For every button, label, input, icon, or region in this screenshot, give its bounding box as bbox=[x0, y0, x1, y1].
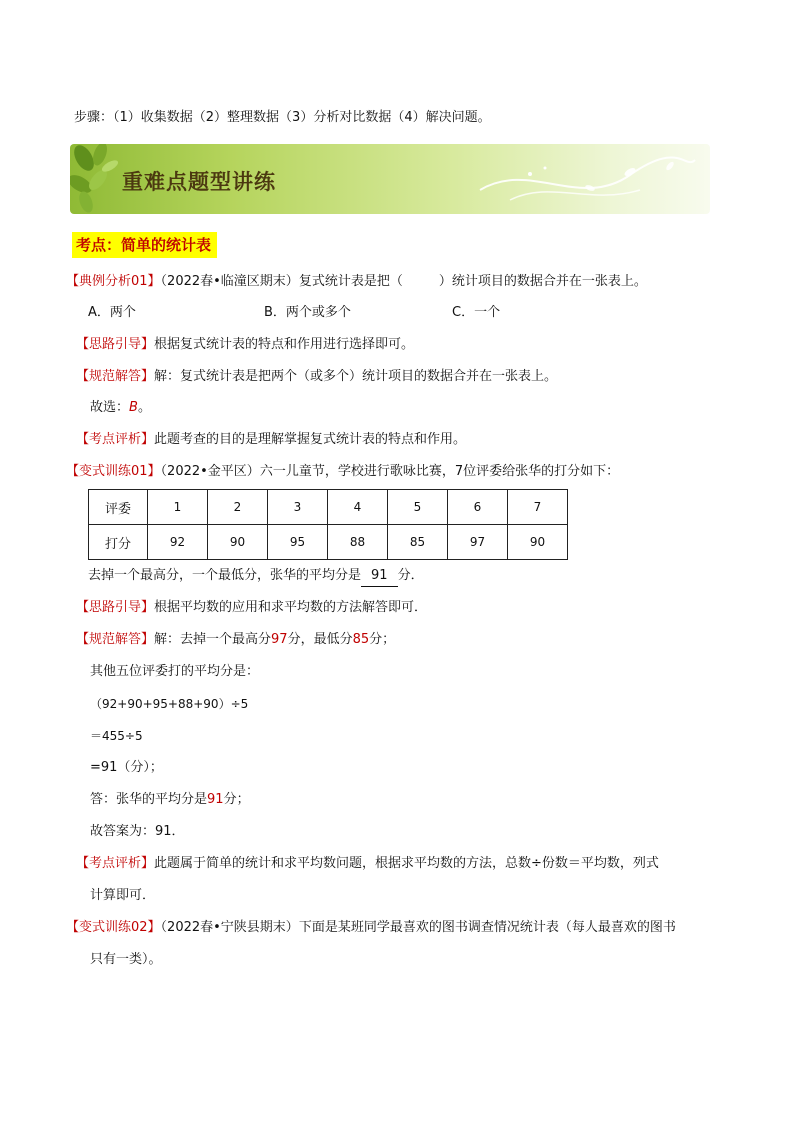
review-text-1: 此题属于简单的统计和求平均数问题，根据求平均数的方法，总数÷份数＝平均数，列式 bbox=[154, 856, 659, 871]
table-cell: 90 bbox=[208, 525, 268, 560]
example-3-stem bbox=[66, 918, 676, 938]
table-cell: 4 bbox=[328, 490, 388, 525]
example-1-choice bbox=[90, 398, 151, 418]
example-2-tag: 【变式训练01】 bbox=[66, 464, 161, 479]
review-tag: 【考点评析】 bbox=[76, 856, 155, 871]
solution-line-5-value: 91 bbox=[207, 792, 224, 807]
example-2-hint bbox=[76, 598, 427, 618]
solution-line-6: 故答案为：91． bbox=[90, 824, 185, 839]
banner-title: 重难点题型讲练 bbox=[122, 170, 276, 194]
choice-prefix: 故选： bbox=[90, 400, 130, 415]
table-cell: 90 bbox=[508, 525, 568, 560]
solution-line-2: （92+90+95+88+90）÷5 bbox=[90, 697, 249, 711]
section-label: 考点：简单的统计表 bbox=[72, 232, 217, 258]
table-cell: 2 bbox=[208, 490, 268, 525]
solution-line-1: 其他五位评委打的平均分是： bbox=[90, 664, 260, 679]
example-2-answer bbox=[76, 630, 395, 650]
table-row bbox=[89, 490, 568, 525]
answer-text: 解：复式统计表是把两个（或多个）统计项目的数据合并在一张表上。 bbox=[154, 369, 558, 384]
hint-tag: 【思路引导】 bbox=[76, 337, 155, 352]
example-1-answer bbox=[76, 367, 557, 387]
choice-suffix: 。 bbox=[137, 400, 151, 415]
example-2-review bbox=[76, 854, 659, 874]
answer-text-a: 解：去掉一个最高分 bbox=[154, 632, 272, 647]
example-2-source: （2022•金平区） bbox=[160, 464, 260, 479]
answer-max: 97 bbox=[271, 632, 288, 647]
question-suffix: 分． bbox=[397, 568, 424, 583]
table-cell: 88 bbox=[328, 525, 388, 560]
table-cell: 85 bbox=[388, 525, 448, 560]
table-cell: 92 bbox=[148, 525, 208, 560]
table-cell: 97 bbox=[448, 525, 508, 560]
answer-text-c: 分； bbox=[369, 632, 396, 647]
example-1-source: （2022春•临潼区期末） bbox=[160, 274, 299, 289]
table-cell: 3 bbox=[268, 490, 328, 525]
example-2-stem-text: 六一儿童节，学校进行歌咏比赛，7位评委给张华的打分如下： bbox=[259, 464, 620, 479]
table-cell: 95 bbox=[268, 525, 328, 560]
swirl-decoration-icon bbox=[470, 150, 700, 210]
example-1-stem-a: 复式统计表是把（ bbox=[298, 274, 403, 289]
section-banner bbox=[70, 144, 710, 214]
table-cell: 评委 bbox=[89, 490, 148, 525]
option-b: B．两个或多个 bbox=[264, 305, 351, 320]
answer-blank: 91 bbox=[361, 566, 398, 587]
table-cell: 6 bbox=[448, 490, 508, 525]
option-a: A．两个 bbox=[88, 305, 136, 320]
hint-text: 根据平均数的应用和求平均数的方法解答即可． bbox=[154, 600, 428, 615]
example-1-hint bbox=[76, 335, 414, 355]
example-3-stem-text: 下面是某班同学最喜欢的图书调查情况统计表（每人最喜欢的图书 bbox=[298, 920, 676, 935]
hint-text: 根据复式统计表的特点和作用进行选择即可。 bbox=[154, 337, 415, 352]
example-2-review-cont: 计算即可． bbox=[90, 888, 156, 903]
table-cell: 打分 bbox=[89, 525, 148, 560]
example-1-stem bbox=[66, 272, 647, 292]
steps-line: 步骤：（1）收集数据（2）整理数据（3）分析对比数据（4）解决问题。 bbox=[74, 110, 491, 125]
review-tag: 【考点评析】 bbox=[76, 432, 155, 447]
review-text: 此题考查的目的是理解掌握复式统计表的特点和作用。 bbox=[154, 432, 467, 447]
table-cell: 5 bbox=[388, 490, 448, 525]
example-1-stem-b: ）统计项目的数据合并在一张表上。 bbox=[438, 274, 647, 289]
question-prefix: 去掉一个最高分，一个最低分，张华的平均分是 bbox=[88, 568, 362, 583]
example-2-question bbox=[88, 566, 424, 587]
table-cell: 7 bbox=[508, 490, 568, 525]
example-3-tag: 【变式训练02】 bbox=[66, 920, 161, 935]
option-c: C．一个 bbox=[452, 305, 501, 320]
answer-min: 85 bbox=[352, 632, 370, 647]
solution-line-5-a: 答：张华的平均分是 bbox=[90, 792, 208, 807]
answer-text-b: 分，最低分 bbox=[287, 632, 353, 647]
table-row bbox=[89, 525, 568, 560]
score-table bbox=[88, 489, 568, 560]
example-2-stem bbox=[66, 462, 619, 482]
choice-value: B bbox=[129, 400, 138, 415]
solution-line-5 bbox=[90, 790, 250, 810]
example-3-stem-cont: 只有一类）。 bbox=[90, 952, 162, 967]
solution-line-5-b: 分； bbox=[223, 792, 250, 807]
example-1-tag: 【典例分析01】 bbox=[66, 274, 161, 289]
hint-tag: 【思路引导】 bbox=[76, 600, 155, 615]
solution-line-3: ＝455÷5 bbox=[90, 729, 143, 743]
table-cell: 1 bbox=[148, 490, 208, 525]
solution-line-4: =91（分）； bbox=[90, 760, 163, 775]
example-3-source: （2022春•宁陕县期末） bbox=[160, 920, 299, 935]
answer-tag: 【规范解答】 bbox=[76, 369, 155, 384]
example-1-review bbox=[76, 430, 466, 450]
answer-tag: 【规范解答】 bbox=[76, 632, 155, 647]
